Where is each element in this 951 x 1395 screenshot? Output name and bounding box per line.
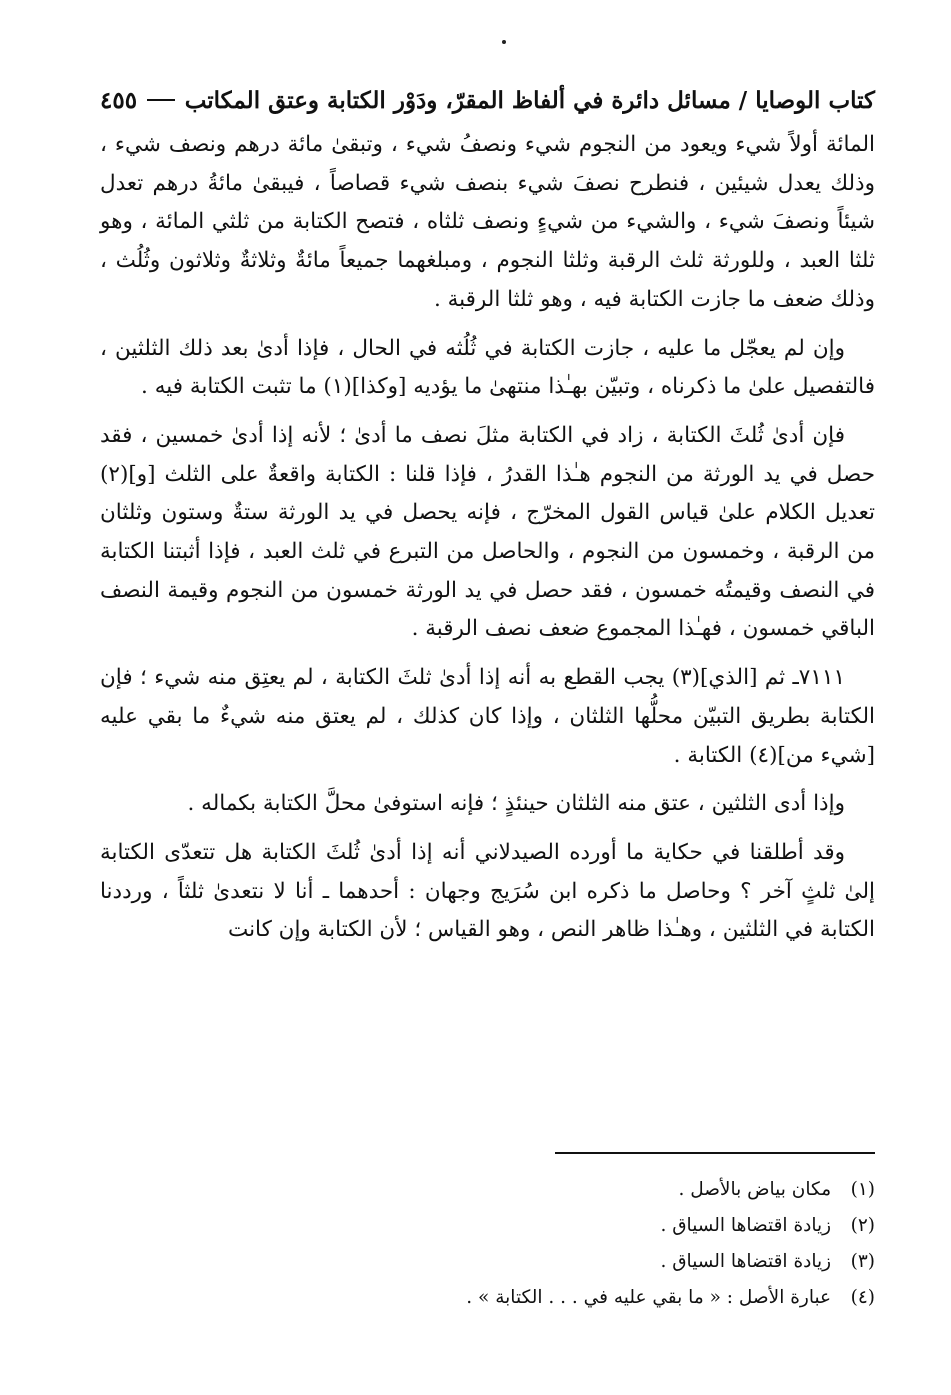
footnote-item: [100, 1208, 875, 1244]
footnote-number: (١): [850, 1179, 875, 1200]
footnote-text: زيادة اقتضاها السياق .: [660, 1251, 832, 1272]
paragraph: وقد أطلقنا في حكاية ما أورده الصيدلاني أنه إذا أدىٰ ثُلثَ الكتابة هل تتعدّى الكتابة إلىٰ ثلثٍ آخر ؟ وحاصل ما ذكره ابن سُرَيج وجهان : أحدهما ـ أنا لا نتعدىٰ ثلثاً ، ورددنا الكتابة في الثلثين ، وهـٰذا ظاهر النص ، وهو القياس ؛ لأن الكتابة وإن كانت: [100, 839, 875, 943]
paragraph: ٧١١١ـ ثم [الذي](٣) يجب القطع به أنه إذا أدىٰ ثلثَ الكتابة ، لم يعتِق منه شيء ؛ فإن الكتابة بطريق التبيّن محلُّها الثلثان ، وإذا كان كذلك ، لم يعتق منه شيءٌ ما بقي عليه [شيء من](٤) الكتابة .: [100, 665, 875, 768]
paragraph: وإذا أدى الثلثين ، عتق منه الثلثان حينئذٍ ؛ فإنه استوفىٰ محلَّ الكتابة بكماله .: [187, 791, 845, 817]
footnote-separator: [555, 1152, 875, 1154]
page-number: ٤٥٥: [100, 86, 138, 114]
page-mark: [502, 40, 506, 44]
footnote-item: [100, 1280, 875, 1316]
footnote-text: زيادة اقتضاها السياق .: [660, 1215, 832, 1236]
paragraph: وإن لم يعجّل ما عليه ، جازت الكتابة في ثُلُثه في الحال ، فإذا أدىٰ بعد ذلك الثلثين ، فالتفصيل علىٰ ما ذكرناه ، وتبيّن بهـٰذا منتهىٰ ما يؤديه [وكذا](١) ما تثبت الكتابة فيه .: [100, 335, 875, 400]
paragraph: المائة أولاً شيء ويعود من النجوم شيء ونصفُ شيء ، وتبقىٰ مائة درهم ونصف شيء ، وذلك يعدل شيئين ، فنطرح نصفَ شيء بنصف شيء قصاصاً ، فيبقىٰ مائةُ درهم تعدل شيئاً ونصفَ شيء ، والشيء من شيءٍ ونصف ثلثاه ، فتصح الكتابة من ثلثي المائة ، وهو ثلثا العبد ، وللورثة ثلث الرقبة وثلثا النجوم ، ومبلغهما جميعاً مائةٌ وثلاثةٌ وثلاثون وثُلُث ، وذلك ضعف ما جازت الكتابة فيه ، وهو ثلثا الرقبة .: [100, 132, 875, 312]
running-head: [100, 80, 875, 120]
footnote-number: (٣): [850, 1251, 875, 1272]
footnotes: [100, 1172, 875, 1316]
footnote-item: [100, 1172, 875, 1208]
footnote-number: (٢): [850, 1215, 875, 1236]
footnote-item: [100, 1244, 875, 1280]
footnote-number: (٤): [850, 1287, 875, 1308]
footnote-text: مكان بياض بالأصل .: [678, 1179, 832, 1200]
paragraph: فإن أدىٰ ثُلثَ الكتابة ، زاد في الكتابة مثلَ نصف ما أدىٰ ؛ لأنه إذا أدىٰ خمسين ، فقد حصل في يد الورثة من النجوم هـٰذا القدرُ ، فإذا قلنا : الكتابة واقعةٌ على الثلث [و](٢) تعديل الكلام علىٰ قياس القول المخرّج ، فإنه يحصل في يد الورثة ستةٌ وستون وثلثان من الرقبة ، وخمسون من النجوم ، والحاصل من التبرع في ثلث العبد ، فإذا أثبتنا الكتابة في النصف وقيمتُه خمسون ، فقد حصل في يد الورثة خمسون من النجوم وقيمة النصف الباقي خمسون ، فهـٰذا المجموع ضعف نصف الرقبة .: [100, 422, 875, 642]
footnote-text: عبارة الأصل : « ما بقي عليه في . . . الكتابة » .: [466, 1287, 832, 1308]
running-head-title: كتاب الوصايا / مسائل دائرة في ألفاظ المقرّ، ودَوْر الكتابة وعتق المكاتب: [184, 86, 875, 114]
main-text: [100, 126, 875, 960]
running-head-rule: [147, 99, 175, 101]
